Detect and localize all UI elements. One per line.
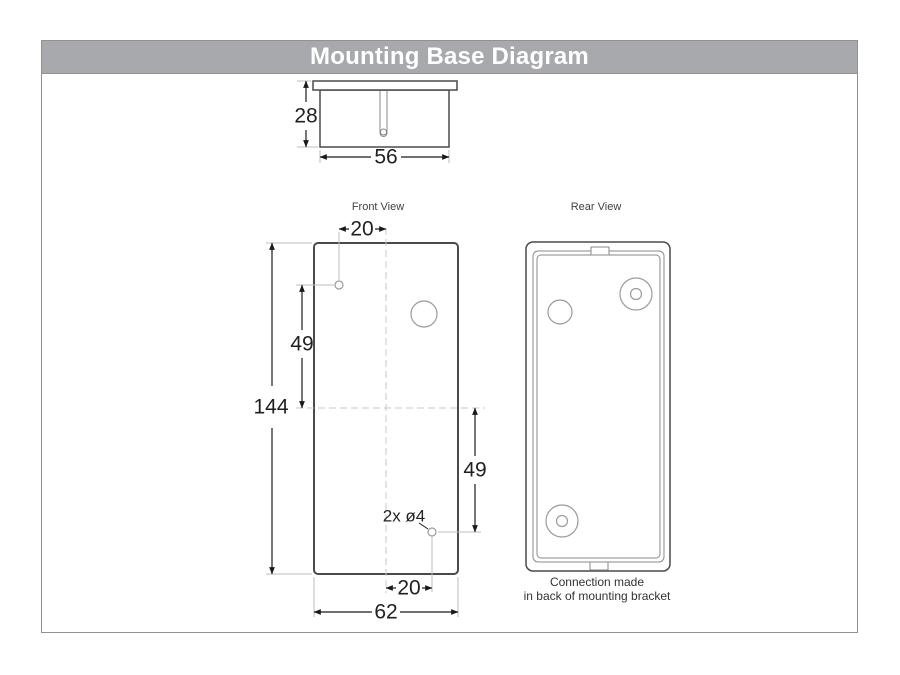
- rear-cable-entry-hole: [548, 300, 572, 324]
- dim-top-width: 56: [374, 145, 398, 169]
- front-cable-entry-hole: [411, 301, 437, 327]
- dim-front-holes-note: 2x ø4: [382, 506, 426, 526]
- rear-bottom-knockout-center-hole: [557, 516, 568, 527]
- rear-view-label: Rear View: [570, 201, 622, 213]
- dim-top-height: 28: [294, 104, 318, 128]
- dim-front-top-hole-spacing: 49: [290, 332, 314, 356]
- top-view-drawing: [294, 81, 457, 169]
- front-bottom-mounting-hole: [428, 528, 436, 536]
- front-view-label: Front View: [351, 201, 405, 213]
- rear-caption-line2: in back of mounting bracket: [523, 589, 671, 603]
- rear-bottom-tab: [590, 562, 608, 570]
- front-top-mounting-hole: [335, 281, 343, 289]
- rear-view-drawing: [524, 201, 671, 603]
- dim-front-bottom-hole-spacing: 49: [463, 458, 487, 482]
- dim-front-bottom-hole-offset: 20: [397, 576, 421, 600]
- dim-front-overall-width: 62: [374, 600, 398, 624]
- rear-caption-line1: Connection made: [549, 575, 645, 589]
- rear-top-knockout-center-hole: [631, 289, 642, 300]
- page-title: Mounting Base Diagram: [310, 43, 589, 70]
- dim-front-overall-height: 144: [253, 395, 289, 419]
- dim-front-top-hole-offset: 20: [350, 217, 374, 241]
- top-view-flange: [313, 81, 457, 90]
- front-view-drawing: [253, 201, 486, 624]
- rear-top-tab: [591, 247, 609, 255]
